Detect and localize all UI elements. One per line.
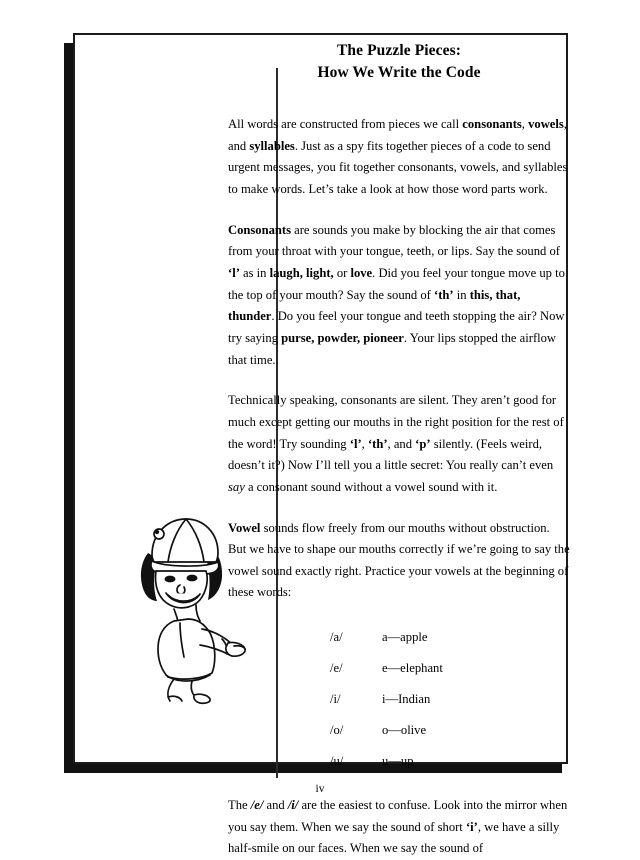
list-item	[228, 622, 570, 653]
term-consonants-lead: Consonants	[228, 222, 291, 237]
sound-e: /e/	[250, 798, 264, 813]
paragraph-silent-consonants	[228, 390, 570, 498]
paragraph-intro	[228, 114, 570, 201]
list-item	[228, 746, 570, 777]
text-run: are the easiest to confuse. Look into the mirror when you say them. When we say the sound of short	[228, 798, 568, 834]
text-run: and	[263, 798, 288, 813]
page-title-line-2: How We Write the Code	[317, 64, 481, 81]
vowel-examples-list	[228, 622, 570, 777]
examples-purse-powder-pioneer: purse, powder, pioneer	[281, 330, 404, 345]
paragraph-consonants	[228, 220, 570, 372]
paragraph-vowels	[228, 518, 570, 605]
text-run: , and	[228, 117, 567, 153]
term-vowels: vowels	[528, 117, 564, 131]
page-title	[228, 40, 570, 84]
vowel-symbol: /o/	[330, 722, 344, 737]
emphasis-say: say	[228, 479, 245, 494]
page-title-line-1: The Puzzle Pieces:	[336, 42, 462, 59]
term-syllables: syllables	[249, 138, 295, 153]
vowel-word: a—apple	[382, 629, 428, 644]
text-run: ,	[361, 436, 368, 451]
text-run: Technically speaking, consonants are silent. They aren’t good for much except getting our mouths in the right position for the rest of the word! Try sounding	[228, 393, 564, 451]
example-love: love	[350, 265, 373, 280]
examples-laugh-light: laugh, light,	[269, 265, 334, 280]
cartoon-kid-icon	[130, 505, 246, 705]
page-number: iv	[315, 783, 325, 795]
text-run: sounds flow freely from our mouths without obstruction. But we have to shape our mouths correctly if we’re going to say the vowel sound exactly right. Practice your vowels at the beginning of these words:	[228, 520, 570, 600]
text-run: ,	[521, 117, 529, 131]
list-item	[228, 653, 570, 684]
sound-i: /i/	[287, 798, 299, 813]
list-item	[228, 715, 570, 746]
text-run: a consonant sound without a vowel sound with it.	[244, 479, 498, 494]
text-run: , and	[387, 436, 416, 451]
vowel-symbol: /i/	[330, 691, 341, 706]
text-run: or	[333, 265, 351, 280]
frame-shadow-left	[64, 43, 73, 773]
sound-th: ‘th’	[367, 436, 388, 451]
list-item	[228, 684, 570, 715]
text-run: The	[228, 798, 251, 813]
vowel-symbol: /a/	[330, 629, 343, 644]
text-run: . Did you feel your tongue move up to the top of your mouth? Say the sound of	[228, 265, 565, 302]
text-run: . Just as a spy fits together pieces of a code to send urgent messages, you fit together consonants, vowels, and syllables to make words. Let’s take a look at how those word parts work.	[228, 138, 568, 196]
cartoon-kid-illustration	[130, 505, 246, 705]
vowel-word: e—elephant	[382, 660, 443, 675]
text-run: . Your lips stopped the airflow that time.	[228, 330, 557, 367]
text-run: are sounds you make by blocking the air that comes from your throat with your tongue, teeth, or lips. Say the sound of	[228, 222, 560, 259]
sound-short-i: ‘i’	[465, 819, 478, 834]
text-run: as in	[239, 265, 270, 280]
vowel-word: u—up	[382, 753, 414, 768]
page-content	[228, 40, 570, 860]
vowel-word: i—Indian	[382, 691, 431, 706]
sound-l: ‘l’	[349, 436, 362, 451]
term-vowel-lead: Vowel	[228, 520, 261, 535]
vowel-word: o—olive	[382, 722, 427, 737]
sound-p: ‘p’	[415, 436, 431, 451]
text-run: . Do you feel your tongue and teeth stopping the air? Now try saying	[228, 309, 565, 345]
text-run: in	[453, 287, 470, 302]
text-run: All words are constructed from pieces we call	[228, 117, 463, 131]
sound-th: ‘th’	[434, 287, 454, 302]
term-consonants: consonants	[462, 117, 522, 131]
examples-this-that-thunder: this, that, thunder	[228, 287, 521, 324]
text-run: silently. (Feels weird, doesn’t it?) Now I’ll tell you a little secret: You really can’t even	[228, 436, 554, 473]
vowel-symbol: /e/	[330, 660, 343, 675]
sound-l: ‘l’	[228, 265, 240, 280]
text-run: , we have a silly half-smile on our faces. When we say the sound of	[228, 819, 560, 856]
vowel-symbol: /u/	[330, 753, 344, 768]
